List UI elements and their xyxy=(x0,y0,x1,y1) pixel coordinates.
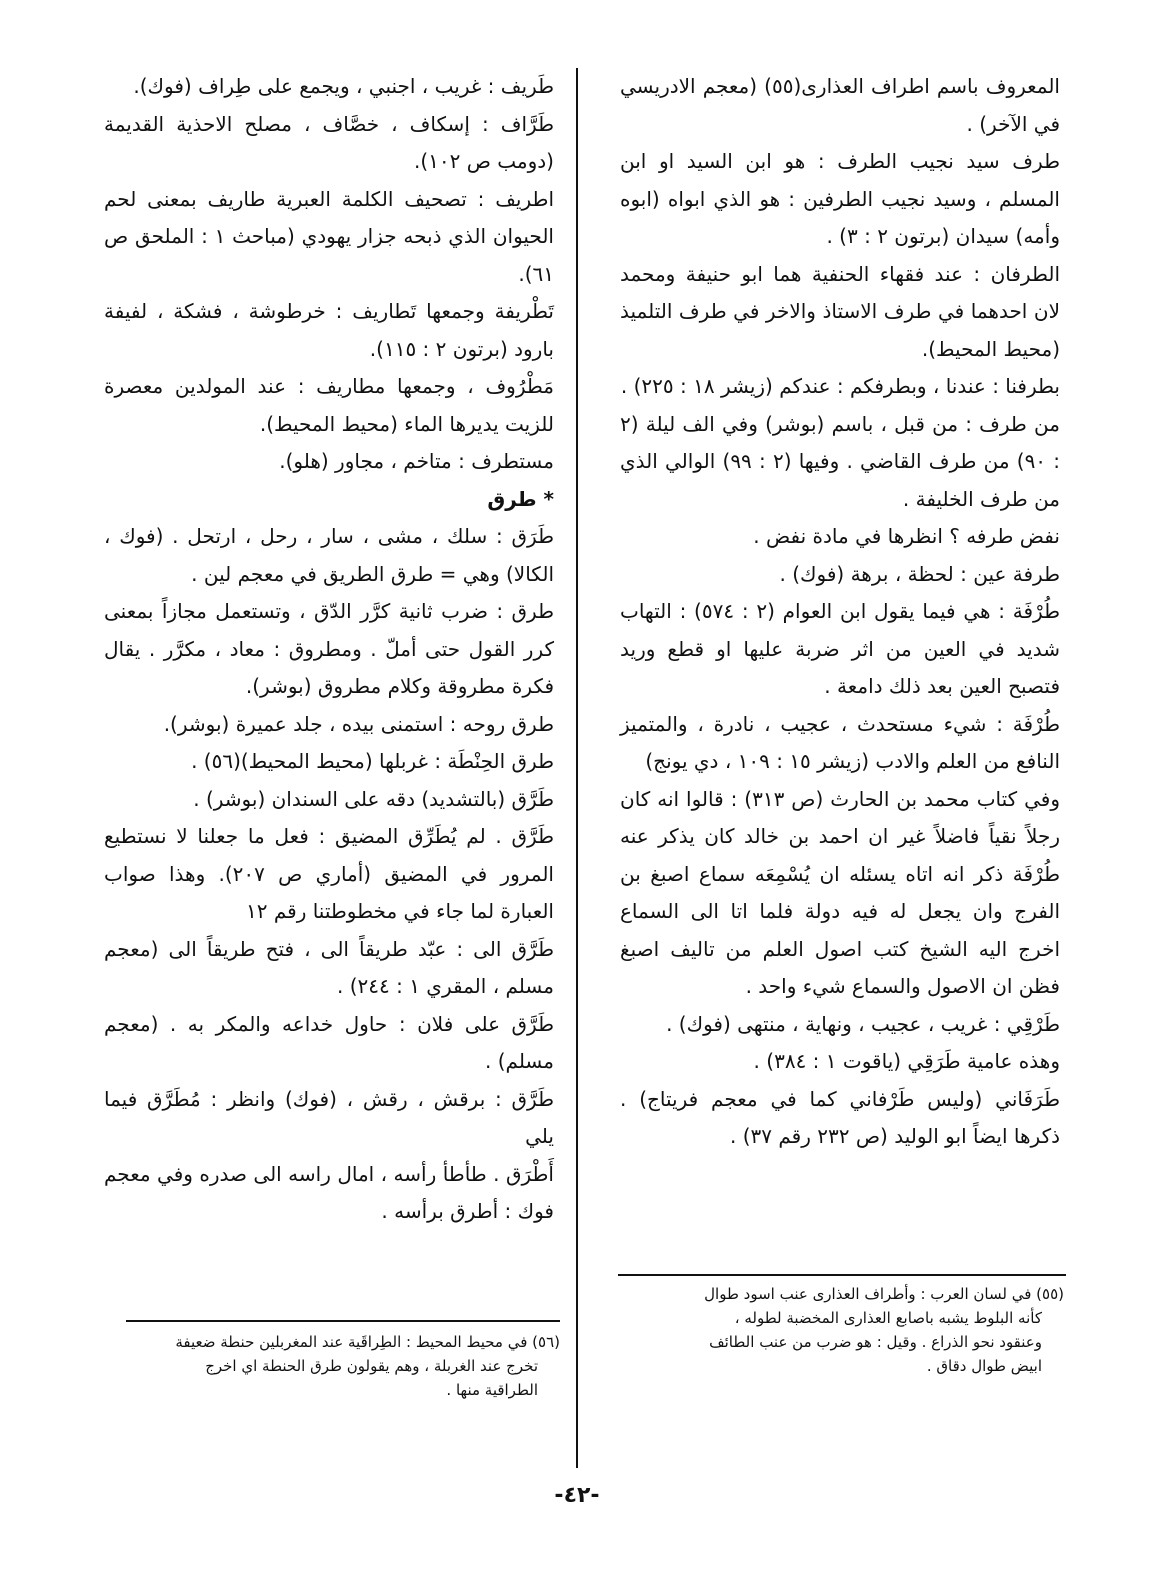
left-column xyxy=(104,68,554,1231)
dictionary-entry: * طرق xyxy=(487,486,554,511)
dictionary-entry: مَطْرُوف ، وجمعها مطاريف : عند المولدين معصرة للزيت يديرها الماء (محيط المحيط). xyxy=(104,374,554,436)
dictionary-entry: طُرْفَة : شيء مستحدث ، عجيب ، نادرة ، والمتميز النافع من العلم والادب (زيشر ١٥ : ١٠٩ ، دي يونج) xyxy=(620,711,1060,773)
dictionary-entry: طَرَّق الى : عبّد طريقاً الى ، فتح طريقاً الى (معجم مسلم ، المقري ١ : ٢٤٤) . xyxy=(104,936,554,998)
dictionary-entry: طَرَّق : برقش ، رقش ، (فوك) وانظر : مُطَرَّق فيما يلي xyxy=(104,1086,554,1148)
right-column xyxy=(620,68,1060,1156)
dictionary-entry: بطرفنا : عندنا ، وبطرفكم : عندكم (زيشر ١٨ : ٢٢٥) . xyxy=(620,374,1060,398)
footnote-line: ابيض طوال دقاق . xyxy=(926,1357,1042,1375)
footnote-left xyxy=(126,1330,560,1402)
footnote-rule-left xyxy=(126,1320,560,1322)
dictionary-entry: طَرَّق . لم يُطَرِّق المضيق : فعل ما جعلنا لا نستطيع المرور في المضيق (أماري ص ٢٠٧). وهذا صواب العبارة لما جاء في مخطوطتنا رقم ١٢ xyxy=(104,824,554,923)
footnote-right xyxy=(632,1282,1064,1378)
dictionary-entry: طرف سيد نجيب الطرف : هو ابن السيد او ابن المسلم ، وسيد نجيب الطرفين : هو الذي ابواه (ابوه وأمه) سيدان (برتون ٢ : ٣) . xyxy=(620,149,1060,248)
dictionary-entry: طَرْقِي : غريب ، عجيب ، ونهاية ، منتهى (فوك) . xyxy=(666,1011,1060,1036)
dictionary-entry: مستطرف : متاخم ، مجاور (هلو). xyxy=(279,449,554,473)
dictionary-entry: طَريف : غريب ، اجنبي ، ويجمع على طِراف (فوك). xyxy=(133,74,554,98)
dictionary-entry: طرق روحه : استمنى بيده ، جلد عميرة (بوشر). xyxy=(163,711,554,736)
dictionary-entry: الطرفان : عند فقهاء الحنفية هما ابو حنيفة ومحمد لان احدهما في طرف الاستاذ والاخر في طرف التلميذ (محيط المحيط). xyxy=(620,261,1060,361)
dictionary-entry: وفي كتاب محمد بن الحارث (ص ٣١٣) : قالوا انه كان رجلاً نقياً فاضلاً غير ان احمد بن خالد كان يذكر عنه طُرْفَة ذكر انه اتاه يسئله ان يُسْمِعَه سماع اصبغ بن الفرج وان يجعل له فيه دولة فلما اتا الى السماع اخرج اليه الشيخ كتب اصول العلم من تاليف اصبغ فظن ان الاصول والسماع شيء واحد . xyxy=(620,786,1061,998)
footnote-line: (٥٦) في محيط المحيط : الطِراقَية عند المغربلين حنطة ضعيفة xyxy=(175,1333,560,1351)
footnote-line: تخرج عند الغربلة ، وهم يقولون طرق الحنطة اي اخرج xyxy=(205,1357,538,1375)
dictionary-entry: طَرَفَاني (وليس طَرْفاني كما في معجم فريتاج) . ذكرها ايضاً ابو الوليد (ص ٢٣٢ رقم ٣٧) . xyxy=(620,1086,1060,1148)
column-divider xyxy=(576,68,578,1468)
footnote-line: (٥٥) في لسان العرب : وأطراف العذارى عنب اسود طوال xyxy=(704,1285,1064,1303)
dictionary-entry: اطريف : تصحيف الكلمة العبرية طاريف بمعنى لحم الحيوان الذي ذبحه جزار يهودي (مباحث ١ : الملحق ص ٦١). xyxy=(104,186,554,286)
dictionary-entry: طَرَّاف : إسكاف ، خصَّاف ، مصلح الاحذية القديمة (دومب ص ١٠٢). xyxy=(104,111,554,173)
dictionary-entry: طَرَق : سلك ، مشى ، سار ، رحل ، ارتحل . (فوك ، الكالا) وهي = طرق الطريق في معجم لين . xyxy=(104,524,554,586)
page-number: -٤٢- xyxy=(554,1483,600,1508)
dictionary-entry: طُرْفَة : هي فيما يقول ابن العوام (٢ : ٥٧٤) : التهاب شديد في العين من اثر ضربة عليها او قطع وريد فتصبح العين بعد ذلك دامعة . xyxy=(620,599,1060,698)
dictionary-entry: طرفة عين : لحظة ، برهة (فوك) . xyxy=(779,561,1060,586)
dictionary-entry: طَرَّق (بالتشديد) دقه على السندان (بوشر) . xyxy=(193,786,554,811)
dictionary-entry: من طرف : من قبل ، باسم (بوشر) وفي الف ليلة (٢ : ٩٠) من طرف القاضي . وفيها (٢ : ٩٩) الوالي الذي من طرف الخليفة . xyxy=(620,411,1060,511)
dictionary-entry: أَطْرَق . طأطأ رأسه ، امال راسه الى صدره وفي معجم فوك : أطرق برأسه . xyxy=(104,1161,554,1223)
dictionary-entry: المعروف باسم اطراف العذارى(٥٥) (معجم الادريسي في الآخر) . xyxy=(620,74,1060,136)
dictionary-entry: طرق : ضرب ثانية كرَّر الدّق ، وتستعمل مجازاً بمعنى كرر القول حتى أملّ . ومطروق : معاد ، مكرَّر . يقال فكرة مطروقة وكلام مطروق (بوشر). xyxy=(104,599,554,698)
dictionary-entry: نفض طرفه ؟ انظرها في مادة نفض . xyxy=(753,524,1060,548)
dictionary-entry: طرق الحِنْطَة : غربلها (محيط المحيط)(٥٦) . xyxy=(191,749,554,773)
footnote-line: الطراقية منها . xyxy=(446,1381,538,1399)
footnote-rule-right xyxy=(618,1274,1066,1276)
dictionary-entry: تَطْريفة وجمعها تَطاريف : خرطوشة ، فشكة ، لفيفة بارود (برتون ٢ : ١١٥). xyxy=(104,299,554,361)
footnote-line: كأنه البلوط يشبه باصابع العذارى المخضبة لطوله ، xyxy=(734,1309,1042,1327)
dictionary-entry: وهذه عامية طَرَقِي (ياقوت ١ : ٣٨٤) . xyxy=(753,1049,1060,1073)
dictionary-entry: طَرَّق على فلان : حاول خداعه والمكر به . (معجم مسلم) . xyxy=(104,1011,554,1073)
footnote-line: وعنقود نحو الذراع . وقيل : هو ضرب من عنب الطائف xyxy=(709,1333,1042,1351)
